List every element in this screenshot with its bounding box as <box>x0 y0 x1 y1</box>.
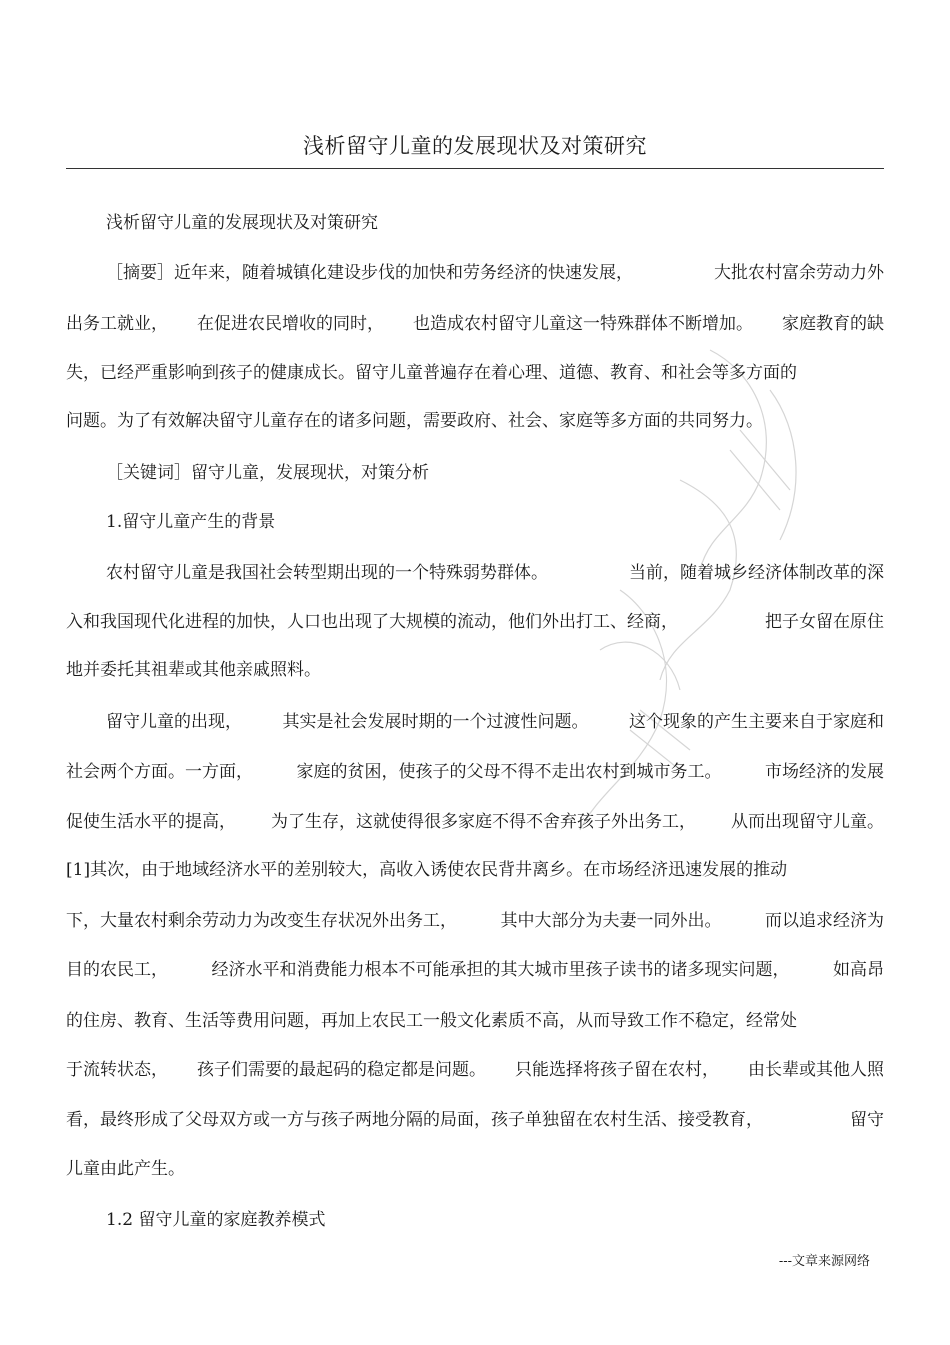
subtitle: 浅析留守儿童的发展现状及对策研究 <box>106 213 378 233</box>
text-span: 也造成农村留守儿童这一特殊群体不断增加。 <box>413 314 753 334</box>
abstract-line-2 <box>66 312 884 336</box>
paragraph-2-line-3 <box>66 810 884 834</box>
paragraph-2-line-10: 儿童由此产生。 <box>66 1159 185 1179</box>
text-span: 其中大部分为夫妻一同外出。 <box>500 911 722 931</box>
paragraph-2-line-1 <box>106 710 884 734</box>
text-span: 出务工就业， <box>66 314 168 334</box>
text-span: 如高昂 <box>833 960 884 980</box>
page-title: 浅析留守儿童的发展现状及对策研究 <box>303 134 647 158</box>
source-note: ---文章来源网络 <box>778 1254 870 1269</box>
abstract-line-1 <box>106 261 884 285</box>
text-span: 农村留守儿童是我国社会转型期出现的一个特殊弱势群体。 <box>106 563 548 583</box>
text-span: 由长辈或其他人照 <box>748 1060 884 1080</box>
text-span: 目的农民工， <box>66 960 168 980</box>
text-span: 把子女留在原住 <box>765 612 884 632</box>
text-span: 为了生存，这就使得很多家庭不得不舍弃孩子外出务工， <box>271 812 696 832</box>
text-span: 这个现象的产生主要来自于家庭和 <box>629 712 884 732</box>
paragraph-1-line-3: 地并委托其祖辈或其他亲戚照料。 <box>66 660 321 680</box>
text-span: 当前，随着城乡经济体制改革的深 <box>629 563 884 583</box>
section-heading-1: 1.留守儿童产生的背景 <box>106 512 276 532</box>
paragraph-2-line-7: 的住房、教育、生活等费用问题，再加上农民工一般文化素质不高，从而导致工作不稳定，经常处 <box>66 1011 797 1031</box>
text-span: 留守儿童的出现， <box>106 712 242 732</box>
abstract-line-3: 失，已经严重影响到孩子的健康成长。留守儿童普遍存在着心理、道德、教育、和社会等多方面的 <box>66 363 797 383</box>
text-span: 经济水平和消费能力根本不可能承担的其大城市里孩子读书的诸多现实问题， <box>211 960 790 980</box>
paragraph-2-line-5 <box>66 909 884 933</box>
text-span: 只能选择将孩子留在农村， <box>515 1060 719 1080</box>
text-span: 而以追求经济为 <box>765 911 884 931</box>
text-span: ［摘要］近年来，随着城镇化建设步伐的加快和劳务经济的快速发展， <box>106 263 633 283</box>
paragraph-1-line-1 <box>106 561 884 585</box>
text-span: 从而出现留守儿童。 <box>731 812 884 832</box>
text-span: 孩子们需要的最起码的稳定都是问题。 <box>197 1060 486 1080</box>
text-span: 大批农村富余劳动力外 <box>714 263 884 283</box>
text-span: 家庭教育的缺 <box>782 314 884 334</box>
abstract-line-4: 问题。为了有效解决留守儿童存在的诸多问题，需要政府、社会、家庭等多方面的共同努力。 <box>66 411 763 431</box>
text-span: 入和我国现代化进程的加快，人口也出现了大规模的流动，他们外出打工、经商， <box>66 612 678 632</box>
paragraph-2-line-4: [1]其次，由于地域经济水平的差别较大，高收入诱使农民背井离乡。在市场经济迅速发展的推动 <box>66 860 788 880</box>
paragraph-2-line-9 <box>66 1108 884 1132</box>
text-span: 市场经济的发展 <box>765 762 884 782</box>
text-span: 在促进农民增收的同时， <box>197 314 384 334</box>
text-span: 留守 <box>850 1110 884 1130</box>
section-heading-1-2: 1.2 留守儿童的家庭教养模式 <box>106 1210 326 1230</box>
text-span: 促使生活水平的提高， <box>66 812 236 832</box>
paragraph-2-line-6 <box>66 958 884 982</box>
text-span: 家庭的贫困，使孩子的父母不得不走出农村到城市务工。 <box>296 762 722 782</box>
paragraph-1-line-2 <box>66 610 884 634</box>
keywords: ［关键词］留守儿童，发展现状，对策分析 <box>106 463 429 483</box>
text-span: 社会两个方面。一方面， <box>66 762 253 782</box>
text-span: 于流转状态， <box>66 1060 168 1080</box>
text-span: 其实是社会发展时期的一个过渡性问题。 <box>282 712 589 732</box>
paragraph-2-line-8 <box>66 1058 884 1082</box>
paragraph-2-line-2 <box>66 760 884 784</box>
title-divider <box>66 168 884 169</box>
text-span: 下，大量农村剩余劳动力为改变生存状况外出务工， <box>66 911 457 931</box>
text-span: 看，最终形成了父母双方或一方与孩子两地分隔的局面，孩子单独留在农村生活、接受教育， <box>66 1110 763 1130</box>
